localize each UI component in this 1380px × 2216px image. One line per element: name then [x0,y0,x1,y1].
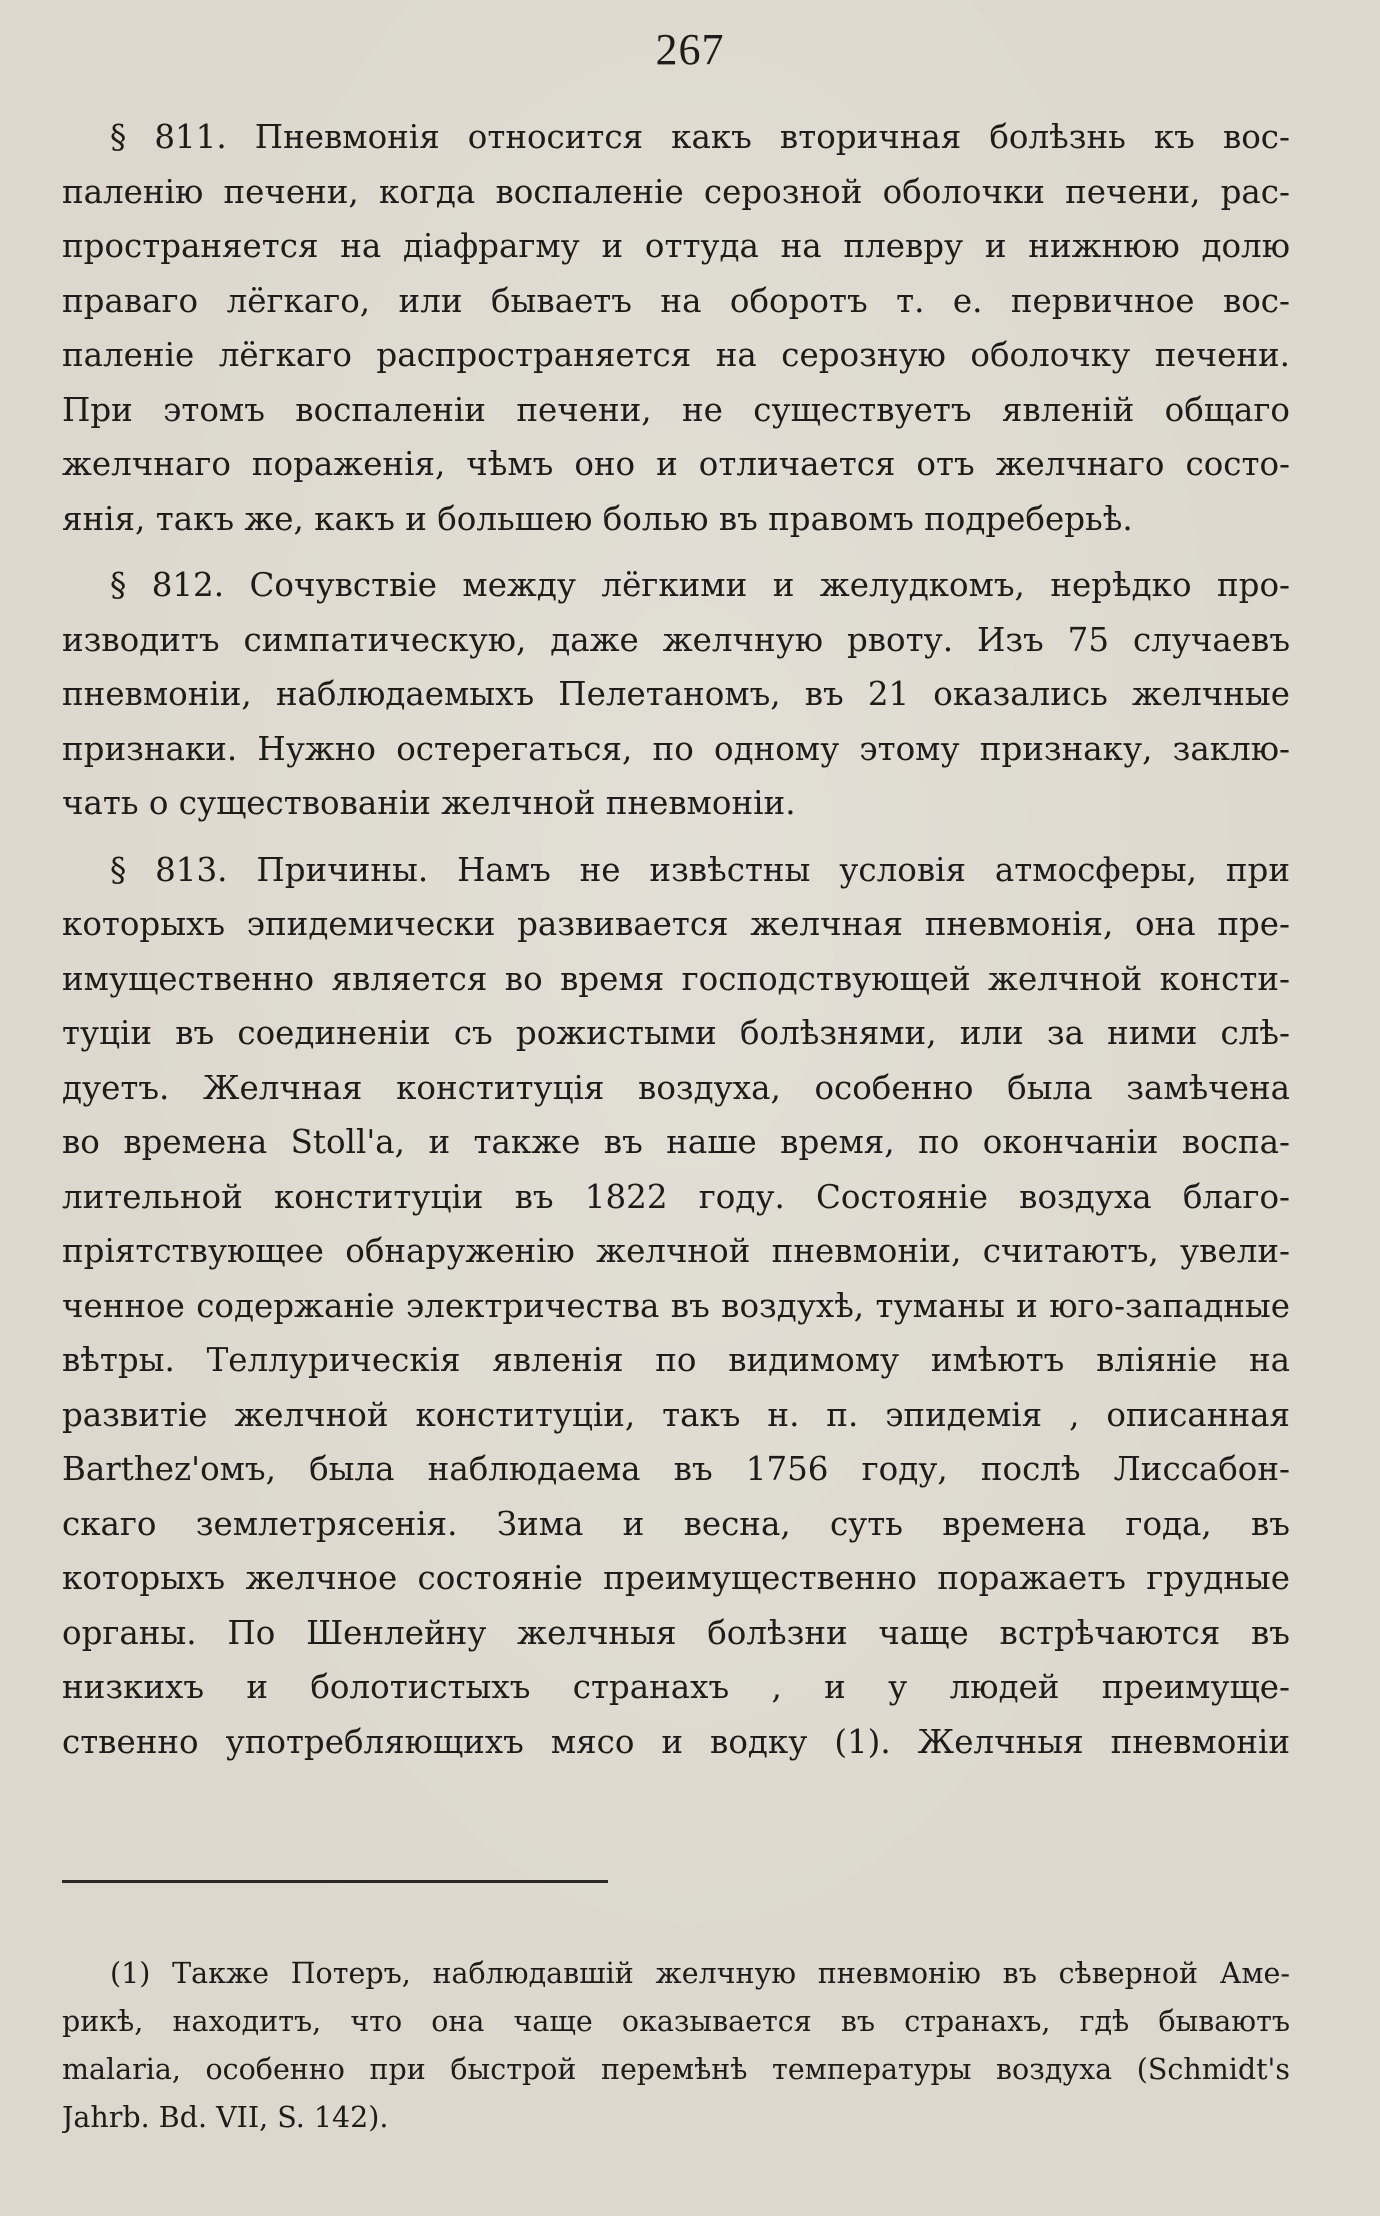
footnote-line: Jahrb. Bd. VII, S. 142). [62,2101,389,2134]
text-line: изводитъ симпатическую, даже желчную рвоту. Изъ 75 случаевъ [62,620,1290,659]
paragraph-812 [62,558,1290,831]
text-line: которыхъ эпидемически развивается желчная пневмонія, она пре- [62,905,1290,943]
text-line: При этомъ воспаленіи печени, не существуетъ явленій общаго [62,390,1290,429]
text-line: скаго землетрясенія. Зима и весна, суть времена года, въ [62,1504,1290,1543]
text-line: ченное содержаніе электричества въ воздухѣ, туманы и юго-западные [62,1286,1290,1325]
text-line: янія, такъ же, какъ и большею болью въ правомъ подреберьѣ. [62,499,1133,538]
main-text [62,110,1290,1781]
text-line: праваго лёгкаго, или бываетъ на оборотъ т. е. первичное вос- [62,281,1290,320]
paragraph-813 [62,843,1290,1770]
text-line: вѣтры. Теллурическія явленія по видимому имѣютъ вліяніе на [62,1341,1290,1379]
text-line: § 811. Пневмонія относится какъ вторичная болѣзнь къ вос- [110,118,1290,156]
footnote-line: рикѣ, находитъ, что она чаще оказывается въ странахъ, гдѣ бываютъ [62,2005,1290,2038]
text-line: дуетъ. Желчная конституція воздуха, особенно была замѣчена [62,1068,1290,1107]
text-line: туціи въ соединеніи съ рожистыми болѣзнями, или за ними слѣ- [62,1014,1290,1052]
paragraph-811 [62,110,1290,546]
footnote-line: malaria, особенно при быстрой перемѣнѣ температуры воздуха (Schmidt's [62,2053,1290,2086]
text-line: § 812. Сочувствіе между лёгкими и желудкомъ, нерѣдко про- [110,566,1290,604]
text-line: пріятствующее обнаруженію желчной пневмоніи, считаютъ, увели- [62,1232,1290,1270]
text-line: § 813. Причины. Намъ не извѣстны условія атмосферы, при [110,850,1290,889]
footnote [62,1950,1290,2142]
text-line: во времена Stoll'а, и также въ наше время, по окончаніи воспа- [62,1123,1290,1161]
text-line: которыхъ желчное состояніе преимущественно поражаетъ грудные [62,1559,1290,1597]
page-number: 267 [655,25,725,74]
text-line: имущественно является во время господствующей желчной консти- [62,959,1290,998]
text-line: паленію печени, когда воспаленіе серозной оболочки печени, рас- [62,172,1290,211]
text-line: чать о существованіи желчной пневмоніи. [62,784,796,822]
text-line: желчнаго пораженія, чѣмъ оно и отличается отъ желчнаго состо- [62,445,1290,483]
text-line: низкихъ и болотистыхъ странахъ , и у людей преимуще- [62,1668,1290,1706]
text-line: пневмоніи, наблюдаемыхъ Пелетаномъ, въ 21 оказались желчные [62,675,1290,713]
text-line: ственно употребляющихъ мясо и водку (1). Желчныя пневмоніи [62,1722,1290,1761]
text-line: признаки. Нужно остерегаться, по одному этому признаку, заклю- [62,729,1290,768]
text-line: паленіе лёгкаго распространяется на серозную оболочку печени. [62,336,1290,374]
text-line: лительной конституціи въ 1822 году. Состояніе воздуха благо- [62,1177,1290,1216]
footnote-separator [62,1880,608,1883]
footnote-line: (1) Также Потеръ, наблюдавшій желчную пневмонію въ сѣверной Аме- [110,1957,1290,1990]
text-line: развитіе желчной конституціи, такъ н. п. эпидемія , описанная [62,1395,1290,1434]
text-line: пространяется на діафрагму и оттуда на плевру и нижнюю долю [62,227,1290,265]
text-line: Barthez'омъ, была наблюдаема въ 1756 году, послѣ Лиссабон- [62,1450,1290,1488]
text-line: органы. По Шенлейну желчныя болѣзни чаще встрѣчаются въ [62,1613,1290,1652]
